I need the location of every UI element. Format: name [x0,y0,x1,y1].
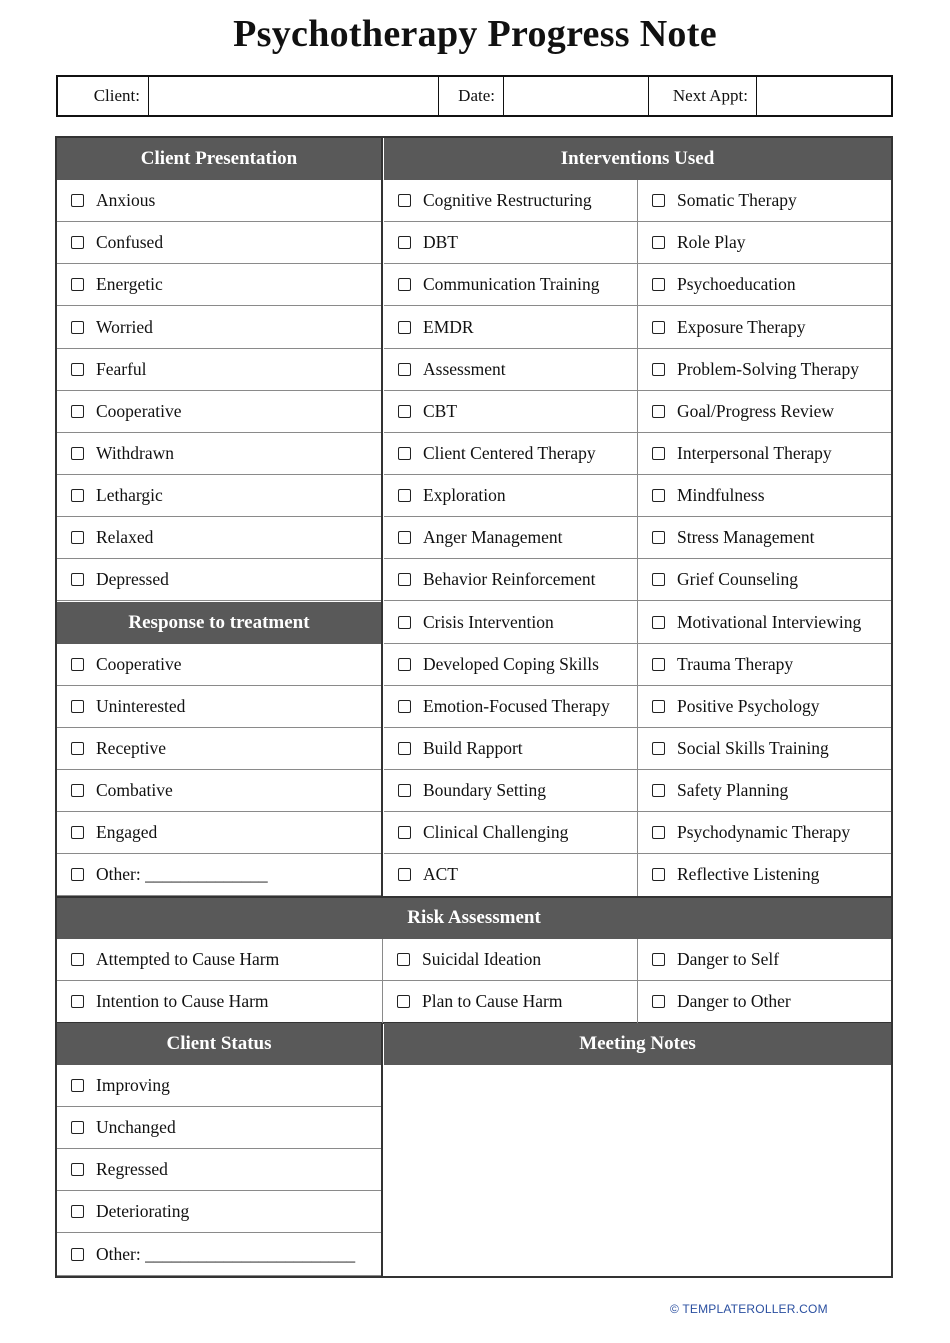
checkbox-label: Danger to Self [677,948,780,969]
checkbox-label: Cooperative [96,653,182,674]
checkbox-label: Exploration [423,485,506,506]
checkbox-icon[interactable] [652,405,665,418]
checkbox-icon[interactable] [71,1079,84,1092]
checkbox-icon[interactable] [71,826,84,839]
checkbox-label: Reflective Listening [677,864,820,885]
checkbox-icon[interactable] [652,658,665,671]
checkbox-label: Receptive [96,737,166,758]
checkbox-label: Cognitive Restructuring [423,190,592,211]
intervention-option[interactable] [638,180,891,222]
checkbox-icon[interactable] [71,321,84,334]
checkbox-icon[interactable] [398,573,411,586]
client-info-row [56,75,893,117]
section-header-client-presentation: Client Presentation [57,138,381,180]
presentation-option[interactable] [57,433,382,475]
presentation-option[interactable] [57,180,382,222]
checkbox-label: Motivational Interviewing [677,611,862,632]
checkbox-label: Unchanged [96,1117,176,1138]
checkbox-icon[interactable] [71,405,84,418]
intervention-option[interactable] [638,222,891,264]
risk-option[interactable] [57,939,382,981]
status-option[interactable] [57,1233,382,1275]
checkbox-icon[interactable] [71,194,84,207]
checkbox-label: Confused [96,232,164,253]
intervention-option[interactable] [384,686,637,728]
checkbox-label: Anger Management [423,527,563,548]
status-option[interactable] [57,1191,382,1233]
checkbox-icon[interactable] [398,826,411,839]
intervention-option[interactable] [638,854,891,896]
checkbox-icon[interactable] [652,489,665,502]
checkbox-label: Depressed [96,569,169,590]
checkbox-label: Relaxed [96,527,154,548]
checkbox-icon[interactable] [652,447,665,460]
checkbox-icon[interactable] [397,995,410,1008]
response-option[interactable] [57,854,382,896]
intervention-option[interactable] [638,812,891,854]
checkbox-label: Withdrawn [96,442,175,463]
checkbox-icon[interactable] [652,363,665,376]
intervention-option[interactable] [384,222,637,264]
section-header-client-status: Client Status [57,1023,381,1065]
date-field[interactable] [504,77,649,115]
intervention-option[interactable] [384,559,637,601]
section-header-meeting-notes: Meeting Notes [384,1023,891,1065]
checkbox-icon[interactable] [71,868,84,881]
column-divider [637,180,638,897]
checkbox-label: Improving [96,1074,170,1095]
checkbox-icon[interactable] [71,658,84,671]
intervention-option[interactable] [638,306,891,348]
checkbox-label: Social Skills Training [677,738,829,758]
checkbox-icon[interactable] [652,700,665,713]
checkbox-icon[interactable] [398,236,411,249]
status-option[interactable] [57,1107,382,1149]
checkbox-label: Grief Counseling [677,569,799,590]
checkbox-label: Plan to Cause Harm [422,990,563,1011]
checkbox-icon[interactable] [71,742,84,755]
checkbox-icon[interactable] [652,995,665,1008]
intervention-option[interactable] [384,306,637,348]
checkbox-icon[interactable] [71,236,84,249]
intervention-option[interactable] [638,686,891,728]
checkbox-icon[interactable] [398,363,411,376]
checkbox-icon[interactable] [398,447,411,460]
intervention-option[interactable] [384,812,637,854]
checkbox-label: Engaged [96,822,158,843]
intervention-option[interactable] [384,180,637,222]
checkbox-label: Communication Training [423,274,600,295]
checkbox-label: Worried [96,316,153,337]
intervention-option[interactable] [638,391,891,433]
checkbox-icon[interactable] [652,573,665,586]
checkbox-label: Developed Coping Skills [423,653,599,674]
intervention-option[interactable] [384,728,637,770]
section-divider [57,896,891,898]
checkbox-label: Uninterested [96,695,186,716]
checkbox-label: DBT [423,232,458,253]
intervention-option[interactable] [638,770,891,812]
date-label: Date: [439,77,504,115]
checkbox-icon[interactable] [71,278,84,291]
checkbox-icon[interactable] [652,236,665,249]
progress-note-form [55,136,893,1278]
page-title: Psychotherapy Progress Note [233,13,717,55]
checkbox-label: Assessment [423,358,506,379]
checkbox-label: Attempted to Cause Harm [96,948,280,969]
risk-option[interactable] [383,939,637,981]
column-divider [382,939,383,1023]
intervention-option[interactable] [384,475,637,517]
checkbox-label: Other: ______________ [96,864,268,885]
checkbox-icon[interactable] [398,405,411,418]
checkbox-label: Psychodynamic Therapy [677,822,851,843]
intervention-option[interactable] [384,770,637,812]
checkbox-label: Emotion-Focused Therapy [423,695,610,716]
section-header-interventions-used: Interventions Used [384,138,891,180]
checkbox-label: Behavior Reinforcement [423,569,596,590]
checkbox-icon[interactable] [71,447,84,460]
presentation-option[interactable] [57,391,382,433]
checkbox-label: Build Rapport [423,738,523,758]
status-option[interactable] [57,1149,382,1191]
column-divider [637,939,638,1023]
response-option[interactable] [57,644,382,686]
checkbox-icon[interactable] [652,531,665,544]
intervention-option[interactable] [384,517,637,559]
presentation-option[interactable] [57,264,382,306]
response-option[interactable] [57,728,382,770]
checkbox-icon[interactable] [398,868,411,881]
checkbox-icon[interactable] [652,278,665,291]
checkbox-icon[interactable] [71,1248,84,1261]
checkbox-label: Lethargic [96,485,163,506]
status-option[interactable] [57,1065,382,1107]
checkbox-icon[interactable] [398,194,411,207]
intervention-option[interactable] [384,264,637,306]
intervention-option[interactable] [384,433,637,475]
checkbox-icon[interactable] [398,658,411,671]
checkbox-icon[interactable] [71,1163,84,1176]
intervention-option[interactable] [384,644,637,686]
checkbox-label: Combative [96,780,173,800]
checkbox-icon[interactable] [652,784,665,797]
checkbox-label: Psychoeducation [677,274,796,295]
checkbox-icon[interactable] [71,1205,84,1218]
intervention-option[interactable] [638,433,891,475]
checkbox-icon[interactable] [71,784,84,797]
intervention-option[interactable] [384,602,637,644]
next-appt-label: Next Appt: [649,77,757,115]
checkbox-label: Intention to Cause Harm [96,990,269,1011]
checkbox-label: Clinical Challenging [423,822,569,843]
column-divider [381,1023,383,1276]
presentation-option[interactable] [57,559,382,601]
intervention-option[interactable] [638,264,891,306]
response-option[interactable] [57,812,382,854]
checkbox-icon[interactable] [652,868,665,881]
intervention-option[interactable] [638,475,891,517]
checkbox-label: Anxious [96,190,156,211]
intervention-option[interactable] [638,728,891,770]
checkbox-icon[interactable] [652,826,665,839]
checkbox-label: Role Play [677,232,746,253]
client-label: Client: [58,77,149,115]
checkbox-icon[interactable] [71,995,84,1008]
checkbox-label: Danger to Other [677,990,791,1011]
checkbox-icon[interactable] [71,531,84,544]
response-option[interactable] [57,770,382,812]
intervention-option[interactable] [638,559,891,601]
checkbox-label: Interpersonal Therapy [677,442,832,463]
next-appt-field[interactable] [757,77,891,115]
checkbox-icon[interactable] [398,742,411,755]
checkbox-label: Deteriorating [96,1201,190,1222]
checkbox-icon[interactable] [71,489,84,502]
checkbox-label: Problem-Solving Therapy [677,358,859,379]
checkbox-label: Boundary Setting [423,780,546,801]
checkbox-label: Other: ________________________ [96,1243,356,1264]
risk-option[interactable] [57,981,382,1023]
column-divider [381,138,383,897]
footer-credit: © TEMPLATEROLLER.COM [670,1302,828,1316]
checkbox-label: Cooperative [96,400,182,421]
risk-option[interactable] [638,981,891,1023]
checkbox-icon[interactable] [71,363,84,376]
checkbox-icon[interactable] [398,278,411,291]
risk-option[interactable] [383,981,637,1023]
checkbox-label: Suicidal Ideation [422,948,542,969]
checkbox-icon[interactable] [397,953,410,966]
checkbox-label: Mindfulness [677,485,765,506]
checkbox-label: CBT [423,400,458,421]
intervention-option[interactable] [638,517,891,559]
intervention-option[interactable] [384,391,637,433]
client-field[interactable] [149,77,439,115]
intervention-option[interactable] [638,644,891,686]
checkbox-icon[interactable] [71,700,84,713]
checkbox-label: Positive Psychology [677,695,820,716]
checkbox-label: Stress Management [677,527,815,548]
checkbox-label: Trauma Therapy [677,653,794,674]
checkbox-icon[interactable] [398,700,411,713]
checkbox-label: Energetic [96,274,163,295]
intervention-option[interactable] [384,349,637,391]
checkbox-icon[interactable] [398,531,411,544]
checkbox-icon[interactable] [398,784,411,797]
response-option[interactable] [57,686,382,728]
checkbox-label: Fearful [96,358,147,379]
checkbox-label: ACT [423,864,458,885]
checkbox-label: Safety Planning [677,780,789,801]
section-header-risk-assessment: Risk Assessment [57,897,891,939]
checkbox-label: Regressed [96,1159,168,1180]
meeting-notes-area[interactable] [384,1065,891,1276]
presentation-option[interactable] [57,517,382,559]
checkbox-label: Client Centered Therapy [423,442,596,463]
presentation-option[interactable] [57,222,382,264]
presentation-option[interactable] [57,349,382,391]
checkbox-label: Crisis Intervention [423,611,554,632]
risk-option[interactable] [638,939,891,981]
presentation-option[interactable] [57,306,382,348]
checkbox-icon[interactable] [71,1121,84,1134]
intervention-option[interactable] [638,349,891,391]
checkbox-icon[interactable] [398,489,411,502]
checkbox-icon[interactable] [652,616,665,629]
checkbox-icon[interactable] [71,953,84,966]
presentation-option[interactable] [57,475,382,517]
section-header-response: Response to treatment [57,602,381,644]
checkbox-icon[interactable] [652,194,665,207]
checkbox-label: Somatic Therapy [677,190,797,211]
intervention-option[interactable] [638,602,891,644]
checkbox-icon[interactable] [652,321,665,334]
checkbox-label: Exposure Therapy [677,316,806,337]
checkbox-icon[interactable] [652,742,665,755]
checkbox-icon[interactable] [398,616,411,629]
checkbox-icon[interactable] [71,573,84,586]
intervention-option[interactable] [384,854,637,896]
checkbox-label: EMDR [423,316,474,337]
checkbox-label: Goal/Progress Review [677,400,834,421]
checkbox-icon[interactable] [652,953,665,966]
checkbox-icon[interactable] [398,321,411,334]
